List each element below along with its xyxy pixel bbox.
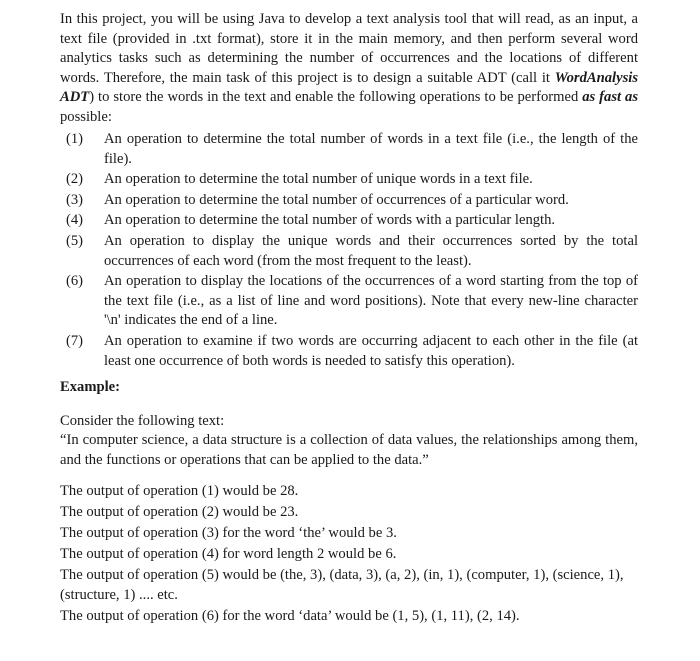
operation-number: (7) bbox=[66, 332, 84, 349]
operations-list bbox=[66, 130, 638, 372]
example-quote: “In computer science, a data structure is a collection of data values, the relationships among them, and the functions or operations that can be applied to the data.” bbox=[60, 432, 638, 468]
operation-item bbox=[66, 191, 638, 211]
output-line: The output of operation (6) for the word ‘data’ would be (1, 5), (1, 11), (2, 14). bbox=[60, 607, 520, 624]
operation-text: An operation to display the locations of the occurrences of a word starting from the top of the text file (i.e., as a list of line and word positions). Note that every new-line character '\n' indicates the end of a line. bbox=[104, 273, 638, 329]
output-line: The output of operation (5) would be (the, 3), (data, 3), (a, 2), (in, 1), (computer, 1), (science, 1), (structure, 1) .... etc. bbox=[60, 566, 624, 603]
intro-text-part2: ) to store the words in the text and enable the following operations to be performed bbox=[89, 89, 583, 106]
operation-number: (5) bbox=[66, 232, 84, 249]
intro-text-part1: In this project, you will be using Java to develop a text analysis tool that will read, as an input, a text file (provided in .txt format), store it in the main memory, and then perform several word analytics tasks such as determining the number of occurrences and the locations of different words. Therefore, the main task of this project is to design a suitable ADT (call it bbox=[60, 11, 638, 86]
operation-text: An operation to determine the total number of occurrences of a particular word. bbox=[104, 191, 569, 208]
operation-item bbox=[66, 130, 638, 169]
operation-text: An operation to display the unique words and their occurrences sorted by the total occurrences of each word (from the most frequent to the least). bbox=[104, 232, 638, 269]
adt-name: WordAnalysis ADT bbox=[60, 69, 638, 106]
operation-item bbox=[66, 232, 638, 271]
operation-text: An operation to determine the total number of words with a particular length. bbox=[104, 212, 556, 229]
intro-paragraph bbox=[60, 10, 638, 128]
operation-item bbox=[66, 211, 638, 231]
output-line: The output of operation (3) for the word ‘the’ would be 3. bbox=[60, 524, 397, 541]
example-outputs-list bbox=[60, 482, 640, 628]
operation-number: (4) bbox=[66, 212, 84, 229]
output-line: The output of operation (2) would be 23. bbox=[60, 503, 299, 520]
operation-item bbox=[66, 332, 638, 371]
example-consider-text: Consider the following text: bbox=[60, 413, 225, 429]
operation-number: (3) bbox=[66, 191, 84, 208]
output-line: The output of operation (4) for word length 2 would be 6. bbox=[60, 545, 397, 562]
operation-item bbox=[66, 170, 638, 190]
intro-emphasis: as fast as bbox=[582, 89, 638, 106]
output-line: The output of operation (1) would be 28. bbox=[60, 483, 299, 499]
operation-number: (6) bbox=[66, 273, 84, 290]
operation-text: An operation to determine the total number of unique words in a text file. bbox=[104, 171, 533, 188]
operation-number: (2) bbox=[66, 171, 84, 188]
example-heading: Example: bbox=[60, 379, 120, 395]
operation-text: An operation to examine if two words are occurring adjacent to each other in the file (at least one occurrence of both words is needed to satisfy this operation). bbox=[104, 332, 638, 369]
operation-number: (1) bbox=[66, 131, 84, 147]
intro-text-part3: possible: bbox=[60, 108, 112, 125]
operation-item bbox=[66, 272, 638, 331]
operation-text: An operation to determine the total number of words in a text file (i.e., the length of the file). bbox=[104, 131, 638, 167]
